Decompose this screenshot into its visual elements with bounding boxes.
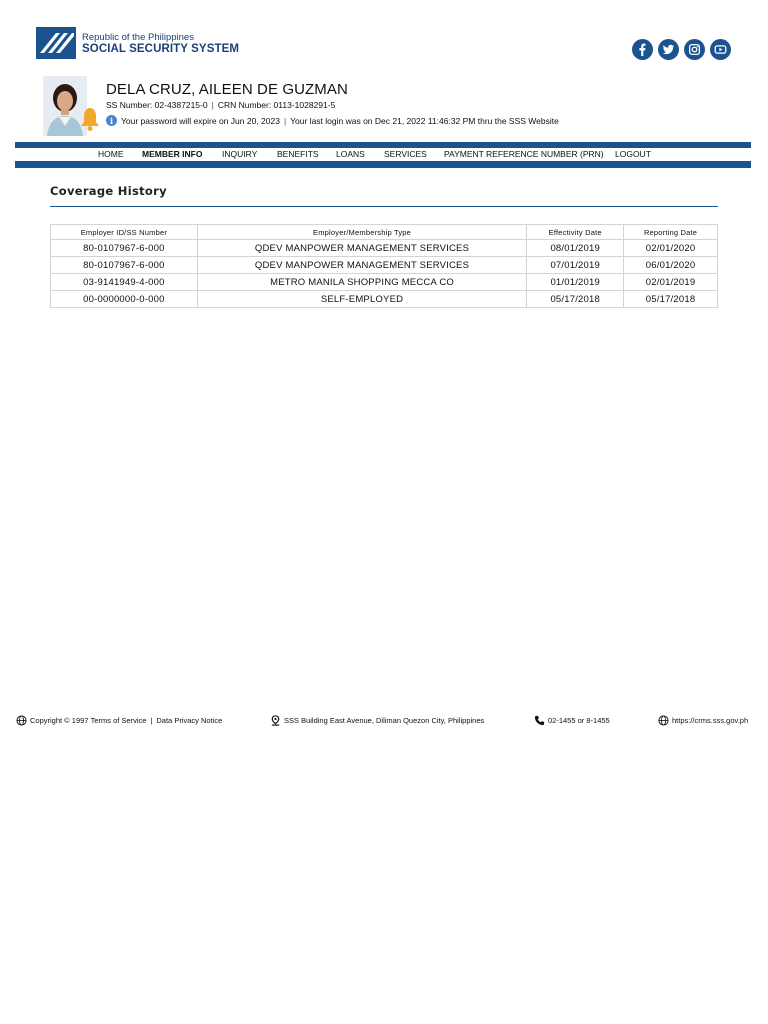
- location-pin-icon: [270, 715, 281, 726]
- copyright-text: Copyright © 1997: [30, 716, 89, 725]
- membership-type-cell: QDEV MANPOWER MANAGEMENT SERVICES: [197, 257, 527, 274]
- address-text: SSS Building East Avenue, Diliman Quezon City, Philippines: [284, 716, 485, 725]
- reporting-date-cell: 02/01/2020: [624, 240, 718, 257]
- coverage-history-table: [50, 224, 718, 308]
- table-row: [51, 291, 718, 308]
- member-name: DELA CRUZ, AILEEN DE GUZMAN: [106, 81, 348, 98]
- sss-logo-icon: [36, 27, 76, 59]
- logo-title: SOCIAL SECURITY SYSTEM: [82, 43, 240, 55]
- page-title: Coverage History: [50, 184, 167, 198]
- column-header-effectivity-date: Effectivity Date: [527, 225, 624, 240]
- footer-phone: [534, 715, 610, 726]
- table-header-row: [51, 225, 718, 240]
- data-privacy-link[interactable]: Data Privacy Notice: [156, 716, 223, 725]
- column-header-employer-id: Employer ID/SS Number: [51, 225, 198, 240]
- nav-logout[interactable]: LOGOUT: [615, 149, 651, 159]
- nav-bar-bottom-border: [15, 161, 751, 168]
- sss-logo[interactable]: [36, 27, 240, 61]
- title-divider: [50, 206, 718, 207]
- employer-id-cell: 80-0107967-6-000: [51, 257, 198, 274]
- last-login-notice: Your last login was on Dec 21, 2022 11:46:32 PM thru the SSS Website: [290, 115, 559, 126]
- column-header-reporting-date: Reporting Date: [624, 225, 718, 240]
- membership-type-cell: METRO MANILA SHOPPING MECCA CO: [197, 274, 527, 291]
- nav-inquiry[interactable]: INQUIRY: [222, 149, 258, 159]
- nav-prn[interactable]: PAYMENT REFERENCE NUMBER (PRN): [444, 149, 604, 159]
- phone-icon: [534, 715, 545, 726]
- info-icon: i: [106, 115, 117, 126]
- employer-id-cell: 03-9141949-4-000: [51, 274, 198, 291]
- crn-number: CRN Number: 0113-1028291-5: [217, 100, 336, 110]
- member-ids: SS Number: 02-4387215-0 | CRN Number: 0113-1028291-5: [106, 100, 336, 110]
- nav-services[interactable]: SERVICES: [384, 149, 427, 159]
- nav-home[interactable]: HOME: [98, 149, 124, 159]
- effectivity-date-cell: 07/01/2019: [527, 257, 624, 274]
- footer-website: [658, 715, 748, 726]
- facebook-icon[interactable]: [632, 39, 653, 60]
- reporting-date-cell: 06/01/2020: [624, 257, 718, 274]
- password-expiry-notice: Your password will expire on Jun 20, 2023: [121, 115, 280, 126]
- membership-type-cell: QDEV MANPOWER MANAGEMENT SERVICES: [197, 240, 527, 257]
- twitter-icon[interactable]: [658, 39, 679, 60]
- table-row: [51, 257, 718, 274]
- employer-id-cell: 80-0107967-6-000: [51, 240, 198, 257]
- footer-address: [270, 715, 484, 726]
- nav-benefits[interactable]: BENEFITS: [277, 149, 319, 159]
- employer-id-cell: 00-0000000-0-000: [51, 291, 198, 308]
- column-header-membership-type: Employer/Membership Type: [197, 225, 527, 240]
- terms-of-service-link[interactable]: Terms of Service: [90, 716, 147, 725]
- table-row: [51, 240, 718, 257]
- main-nav: [15, 148, 751, 161]
- ss-number: SS Number: 02-4387215-0: [106, 100, 208, 110]
- reporting-date-cell: 05/17/2018: [624, 291, 718, 308]
- notification-bell-icon[interactable]: [80, 106, 100, 132]
- globe-icon: [16, 715, 27, 726]
- membership-type-cell: SELF-EMPLOYED: [197, 291, 527, 308]
- account-notice: i Your password will expire on Jun 20, 2023 | Your last login was on Dec 21, 2022 11:46:32 PM thru the SSS Website: [106, 115, 559, 126]
- phone-text: 02-1455 or 8-1455: [548, 716, 610, 725]
- table-row: [51, 274, 718, 291]
- website-link[interactable]: https://crms.sss.gov.ph: [672, 716, 749, 725]
- globe-icon: [658, 715, 669, 726]
- logo-subtitle: Republic of the Philippines: [82, 32, 194, 43]
- nav-member-info[interactable]: MEMBER INFO: [142, 149, 203, 159]
- footer-copyright: Copyright © 1997 Terms of Service | Data Privacy Notice: [16, 715, 222, 726]
- youtube-icon[interactable]: [710, 39, 731, 60]
- reporting-date-cell: 02/01/2019: [624, 274, 718, 291]
- nav-loans[interactable]: LOANS: [336, 149, 365, 159]
- effectivity-date-cell: 01/01/2019: [527, 274, 624, 291]
- effectivity-date-cell: 05/17/2018: [527, 291, 624, 308]
- effectivity-date-cell: 08/01/2019: [527, 240, 624, 257]
- instagram-icon[interactable]: [684, 39, 705, 60]
